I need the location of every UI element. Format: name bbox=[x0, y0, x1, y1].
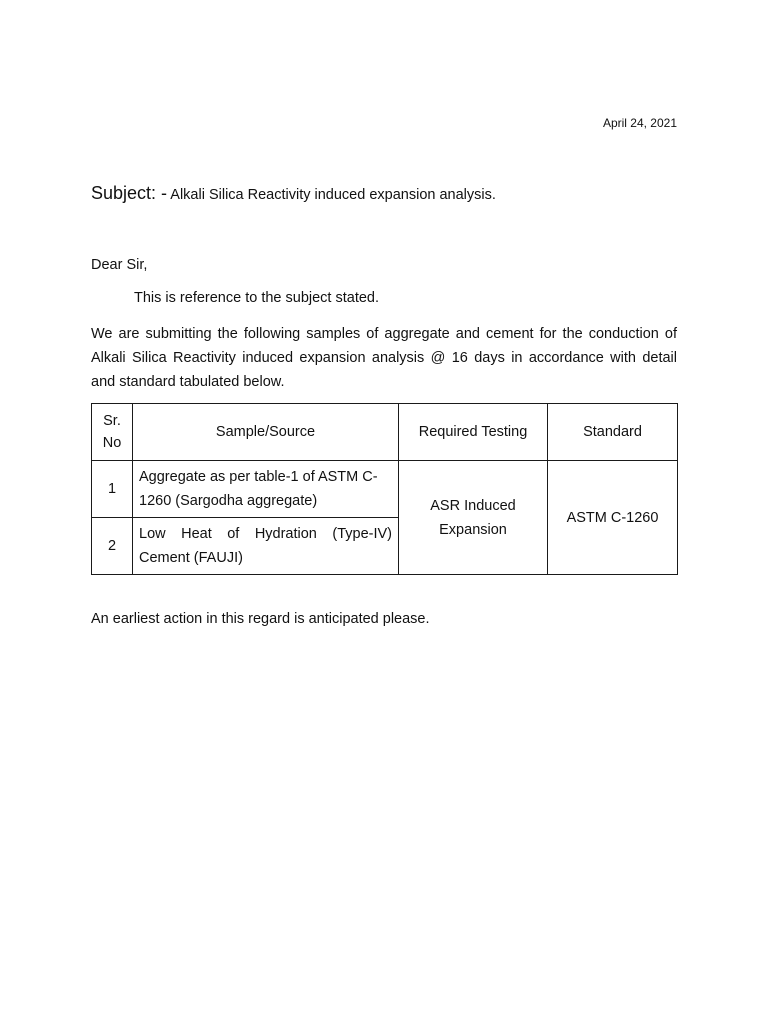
samples-table bbox=[91, 403, 678, 575]
body-paragraph: We are submitting the following samples of aggregate and cement for the conduction of Alkali Silica Reactivity induced expansion analysis @ 16 days in accordance with detail and standard tabulated below. bbox=[91, 326, 677, 390]
subject-label: Subject: - bbox=[91, 183, 168, 203]
standard-cell: ASTM C-1260 bbox=[548, 461, 678, 575]
row-sample bbox=[133, 517, 399, 574]
reference-line: This is reference to the subject stated. bbox=[134, 290, 380, 306]
header-sr-no bbox=[92, 404, 133, 461]
header-sr-line2: No bbox=[102, 435, 122, 452]
row-sr-no: 2 bbox=[92, 517, 133, 574]
header-sr-line1: Sr. bbox=[103, 413, 121, 430]
table-header-row bbox=[92, 404, 678, 461]
required-testing-text: ASR Induced Expansion bbox=[430, 497, 516, 538]
row-sr-no: 1 bbox=[92, 461, 133, 517]
required-testing-cell bbox=[399, 461, 548, 575]
table-row bbox=[92, 461, 678, 517]
row-sample bbox=[133, 461, 399, 517]
salutation: Dear Sir, bbox=[91, 257, 148, 273]
closing-line: An earliest action in this regard is anticipated please. bbox=[91, 611, 430, 627]
letter-subject bbox=[91, 183, 496, 204]
letter-date: April 24, 2021 bbox=[602, 116, 677, 130]
subject-text: Alkali Silica Reactivity induced expansion analysis. bbox=[170, 187, 496, 203]
header-required-testing: Required Testing bbox=[399, 404, 548, 461]
header-sample-source: Sample/Source bbox=[133, 404, 399, 461]
row-sample-text: Low Heat of Hydration (Type-IV) Cement (FAUJI) bbox=[139, 525, 392, 566]
header-standard: Standard bbox=[548, 404, 678, 461]
row-sample-text: Aggregate as per table-1 of ASTM C-1260 (Sargodha aggregate) bbox=[139, 468, 378, 509]
